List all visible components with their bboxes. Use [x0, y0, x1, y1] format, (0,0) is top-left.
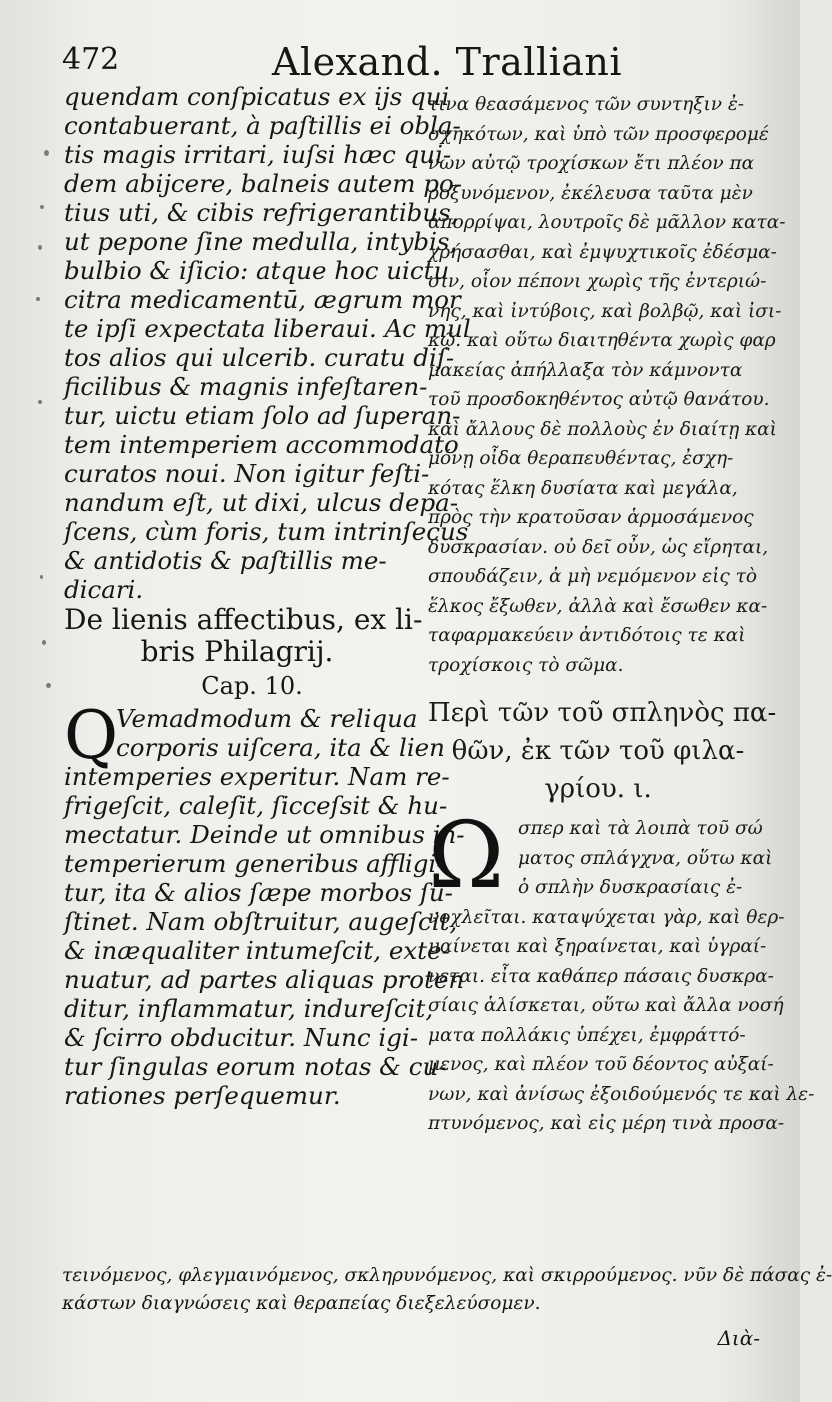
text-line: νεται. εἶτα καθάπερ πάσαις δυσκρα- [428, 965, 774, 987]
text-line: πρὸς τὴν κρατοῦσαν ἁρμοσάμενος [428, 507, 754, 528]
section-heading: De lienis affectibus, ex li- [64, 603, 423, 636]
text-line: citra medicamentū, ægrum mor [64, 285, 461, 314]
running-title: Alexand. Tralliani [272, 40, 623, 84]
text-line: μενος, καὶ πλέον τοῦ δέοντος αὐξαί- [428, 1054, 774, 1075]
latin-paragraph-continued [64, 82, 471, 604]
greek-chapter-opening [428, 802, 773, 909]
text-line: ἕλκος ἔξωθεν, ἀλλὰ καὶ ἔσωθεν κα- [428, 595, 768, 617]
text-line: σίαις ἁλίσκεται, οὕτω καὶ ἄλλα νοσή [428, 995, 784, 1016]
text-line: curatos noui. Non igitur feſti- [64, 459, 430, 488]
text-line: & antidotis & paſtillis me- [64, 546, 387, 575]
text-line: νοχλεῖται. καταψύχεται γὰρ, καὶ θερ- [428, 906, 785, 928]
text-line: πτυνόμενος, καὶ εἰς μέρη τινὰ προσα- [428, 1113, 785, 1134]
text-line: μακείας ἀπήλλαξα τὸν κάμνοντα [428, 359, 743, 381]
text-line: ſtinet. Nam obſtruitur, augeſcit, [64, 907, 458, 936]
text-line: tem intemperiem accommodato [64, 430, 459, 459]
text-line: contabuerant, à paſtillis ei obla- [64, 111, 461, 140]
text-line: dem abijcere, balneis autem po- [64, 169, 462, 198]
ink-speck [36, 297, 40, 301]
text-line: ſcens, cùm foris, tum intrinſecus [64, 517, 469, 546]
latin-chapter-opening [64, 697, 445, 774]
page-header [62, 40, 770, 88]
text-line: σπουδάζειν, ἀ μὴ νεμόμενον εἰς τὸ [428, 566, 757, 587]
greek-section-heading: γρίου. ι. [544, 774, 652, 804]
text-line: κῷ. καὶ οὕτω διαιτηθέντα χωρὶς φαρ [428, 330, 776, 351]
catchword: Διὰ- [717, 1326, 760, 1350]
ink-speck [40, 575, 43, 579]
text-line: ροξυνόμενον, ἐκέλευσα ταῦτα μὲν [428, 182, 753, 204]
text-line: intemperies experitur. Nam re- [64, 762, 450, 791]
text-line: frigeſcit, caleſit, ſicceſsit & hu- [64, 791, 448, 820]
ink-speck [42, 640, 46, 645]
text-line: tur, uictu etiam ſolo ad ſuperan- [64, 401, 461, 430]
text-line: μαίνεται καὶ ξηραίνεται, καὶ ὑγραί- [428, 936, 767, 957]
text-line: ματα πολλάκις ὑπέχει, ἐμφράττό- [428, 1024, 746, 1046]
page-number: 472 [62, 42, 120, 77]
ink-speck [40, 205, 44, 209]
text-line: δυσκρασίαν. οὐ δεῖ οὖν, ὡς εἴρηται, [428, 536, 769, 558]
text-line: dicari. [64, 575, 144, 604]
text-line: nandum eſt, ut dixi, ulcus depa- [64, 488, 459, 517]
text-line: te ipſi expectata liberaui. Ac mul [64, 314, 471, 343]
text-line: τινα θεασάμενος τῶν συντηξιν ἐ- [428, 94, 744, 115]
text-line: & inæqualiter intumeſcit, exte- [64, 936, 450, 965]
text-line: tur ſingulas eorum notas & cu- [64, 1052, 447, 1081]
text-line: σιν, οἷον πέπονι χωρὶς τῆς ἐντεριώ- [428, 271, 767, 292]
text-line: τοῦ προσδοκηθέντος αὐτῷ θανάτου. [428, 389, 770, 410]
text-line: ut pepone ſine medulla, intybis, [64, 227, 458, 256]
text-line: μόνῃ οἶδα θεραπευθέντας, ἐσχη- [428, 448, 734, 469]
text-line: ματος σπλάγχνα, οὕτω καὶ [518, 847, 773, 869]
text-line: κότας ἕλκη δυσίατα καὶ μεγάλα, [428, 477, 738, 499]
drop-cap: Ω [428, 802, 505, 909]
text-line: temperierum generibus affligi- [64, 849, 445, 878]
section-heading-continued: bris Philagrij. [140, 635, 334, 668]
text-line: χρήσασθαι, καὶ ἐμψυχτικοῖς ἐδέσμα- [428, 241, 777, 263]
latin-chapter-body [64, 762, 465, 1110]
text-line: bulbio & iſicio: atque hoc uictu [64, 256, 450, 285]
text-line: σχηκότων, καὶ ὑπὸ τῶν προσφερομέ [428, 123, 769, 145]
text-line: κάστων διαγνώσεις καὶ θεραπείας διεξελεύσομεν. [62, 1293, 541, 1314]
greek-section-heading: θῶν, ἐκ τῶν τοῦ φιλα- [451, 736, 745, 766]
text-line: ὁ σπλὴν δυσκρασίαις ἐ- [518, 877, 743, 898]
text-line: tos alios qui ulcerib. curatu diſ- [64, 343, 455, 372]
greek-paragraph-continued [428, 90, 786, 680]
ink-speck [44, 150, 49, 156]
text-line: νων, καὶ ἀνίσως ἐξοιδούμενός τε καὶ λε- [428, 1083, 815, 1105]
chapter-label: Cap. 10. [201, 672, 303, 700]
drop-cap: Q [64, 697, 119, 774]
text-line: νης, καὶ ἰντύβοις, καὶ βολβῷ, καὶ ἰσι- [428, 300, 782, 322]
text-line: ditur, inflammatur, indureſcit, [64, 994, 434, 1023]
text-line: quendam conſpicatus ex ijs qui [64, 82, 450, 111]
text-line: tius uti, & cibis refrigerantibus, [64, 198, 459, 227]
greek-chapter-body [428, 903, 815, 1139]
text-line: ficilibus & magnis infeſtaren- [64, 372, 428, 401]
text-line: & ſcirro obducitur. Nunc igi- [64, 1023, 418, 1052]
ink-speck [38, 245, 42, 250]
text-line: corporis uiſcera, ita & lien [116, 733, 445, 762]
text-line: tur, ita & alios ſæpe morbos ſu- [64, 878, 453, 907]
greek-section-heading: Περὶ τῶν τοῦ σπληνὸς πα- [428, 698, 777, 728]
text-line: τροχίσκοις τὸ σῶμα. [428, 654, 624, 676]
text-line: rationes perſequemur. [64, 1081, 341, 1110]
ink-speck [46, 683, 51, 688]
text-line: σπερ καὶ τὰ λοιπὰ τοῦ σώ [518, 818, 763, 839]
greek-column [428, 90, 815, 1139]
text-line: τεινόμενος, φλεγμαινόμενος, σκληρυνόμενος, καὶ σκιρρούμενος. νῦν δὲ πάσας ἐ- [62, 1265, 832, 1286]
greek-footer-text [62, 1262, 832, 1318]
text-line: νων αὐτῷ τροχίσκων ἔτι πλέον πα [428, 153, 755, 174]
text-line: Vemadmodum & reliqua [116, 704, 418, 733]
text-line: nuatur, ad partes aliquas proten [64, 965, 465, 994]
text-line: ταφαρμακεύειν ἀντιδότοις τε καὶ [428, 625, 746, 646]
text-line: καὶ ἄλλους δὲ πολλοὺς ἐν διαίτῃ καὶ [428, 418, 777, 440]
text-line: mectatur. Deinde ut omnibus in- [64, 820, 465, 849]
latin-column [64, 82, 471, 1110]
ink-speck [38, 400, 42, 404]
text-line: ἀπορρίψαι, λουτροῖς δὲ μᾶλλον κατα- [428, 212, 786, 233]
text-line: tis magis irritari, iuſsi hæc qui- [64, 140, 452, 169]
